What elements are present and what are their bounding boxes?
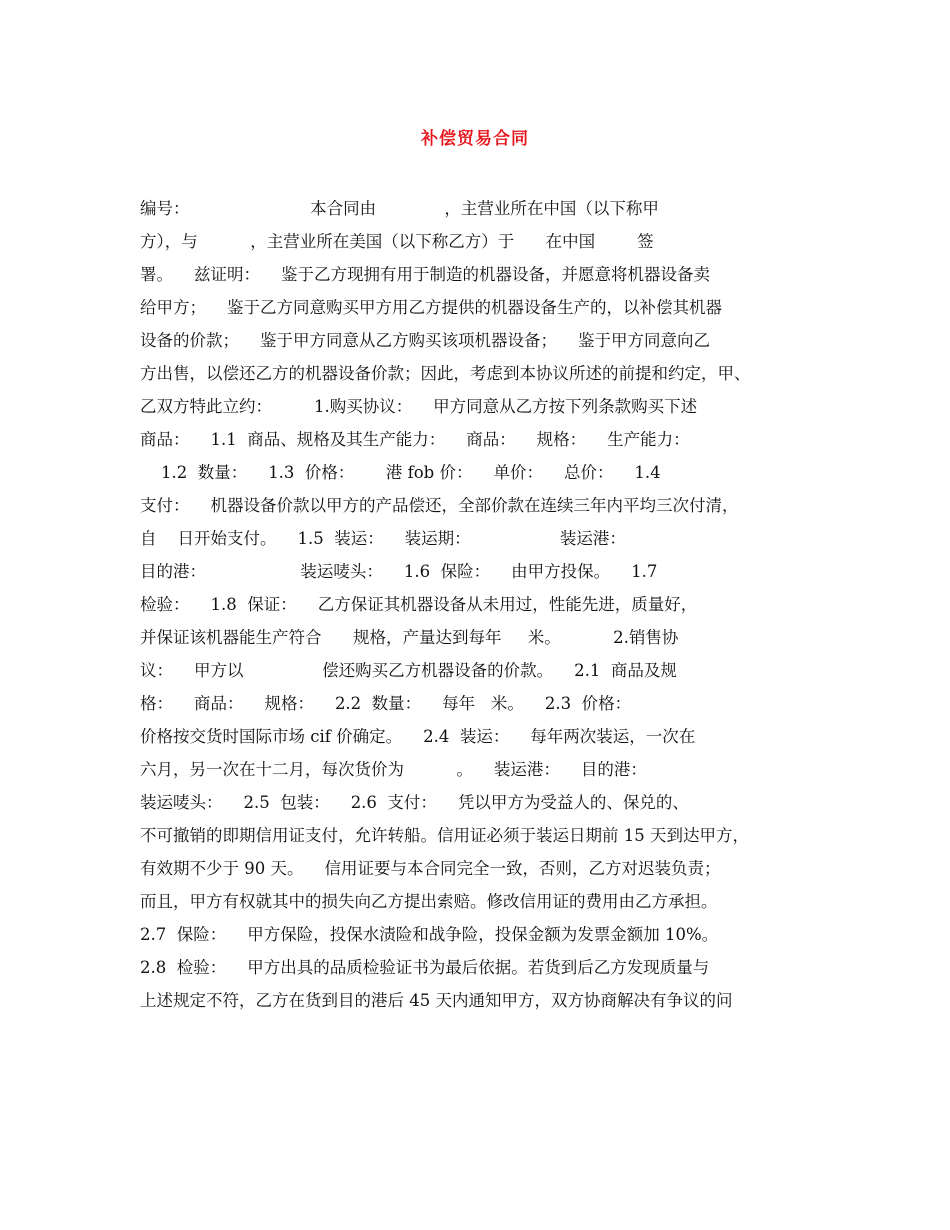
body-line: 方），与 ，主营业所在美国（以下称乙方）于 在中国 签 <box>140 232 654 251</box>
body-line: 检验： 1.8 保证： 乙方保证其机器设备从未用过，性能先进，质量好， <box>140 595 698 614</box>
body-line: 议： 甲方以 偿还购买乙方机器设备的价款。 2.1 商品及规 <box>140 661 677 680</box>
body-line: 方出售，以偿还乙方的机器设备价款；因此，考虑到本协议所述的前提和约定，甲、 <box>140 364 751 383</box>
body-line: 给甲方； 鉴于乙方同意购买甲方用乙方提供的机器设备生产的，以补偿其机器 <box>140 298 722 317</box>
document-title: 补偿贸易合同 <box>421 129 529 149</box>
body-line: 乙双方特此立约： 1.购买协议： 甲方同意从乙方按下列条款购买下述 <box>140 397 698 416</box>
body-line: 而且，甲方有权就其中的损失向乙方提出索赔。修改信用证的费用由乙方承担。 <box>140 892 718 911</box>
body-line: 设备的价款； 鉴于甲方同意从乙方购买该项机器设备； 鉴于甲方同意向乙 <box>140 331 710 350</box>
body-line: 自 日开始支付。 1.5 装运： 装运期： 装运港： <box>140 529 626 548</box>
body-line: 并保证该机器能生产符合 规格，产量达到每年 米。 2.销售协 <box>140 628 679 647</box>
document-body <box>140 192 820 1017</box>
body-line: 目的港： 装运唛头： 1.6 保险： 由甲方投保。 1.7 <box>140 562 658 581</box>
body-line: 商品： 1.1 商品、规格及其生产能力： 商品： 规格： 生产能力： <box>140 430 690 449</box>
body-line: 格： 商品： 规格： 2.2 数量： 每年 米。 2.3 价格： <box>140 694 632 713</box>
body-line: 价格按交货时国际市场 cif 价确定。 2.4 装运： 每年两次装运，一次在 <box>140 727 696 746</box>
body-line: 署。 兹证明： 鉴于乙方现拥有用于制造的机器设备，并愿意将机器设备卖 <box>140 265 710 284</box>
body-line: 编号： 本合同由 ，主营业所在中国（以下称甲 <box>140 199 659 218</box>
body-line: 2.8 检验： 甲方出具的品质检验证书为最后依据。若货到后乙方发现质量与 <box>140 958 710 977</box>
body-line: 装运唛头： 2.5 包装： 2.6 支付： 凭以甲方为受益人的、保兑的、 <box>140 793 689 812</box>
body-line: 不可撤销的即期信用证支付，允许转船。信用证必须于装运日期前 15 天到达甲方， <box>140 826 749 845</box>
body-line: 1.2 数量： 1.3 价格： 港 fob 价： 单价： 总价： 1.4 <box>140 463 661 482</box>
body-line: 六月，另一次在十二月，每次货价为 。 装运港： 目的港： <box>140 760 647 779</box>
body-line: 支付： 机器设备价款以甲方的产品偿还，全部价款在连续三年内平均三次付清， <box>140 496 739 515</box>
body-line: 2.7 保险： 甲方保险，投保水渍险和战争险，投保金额为发票金额加 10%。 <box>140 925 719 944</box>
body-line: 有效期不少于 90 天。 信用证要与本合同完全一致，否则，乙方对迟装负责； <box>140 859 721 878</box>
body-line: 上述规定不符，乙方在货到目的港后 45 天内通知甲方，双方协商解决有争议的问 <box>140 991 733 1010</box>
